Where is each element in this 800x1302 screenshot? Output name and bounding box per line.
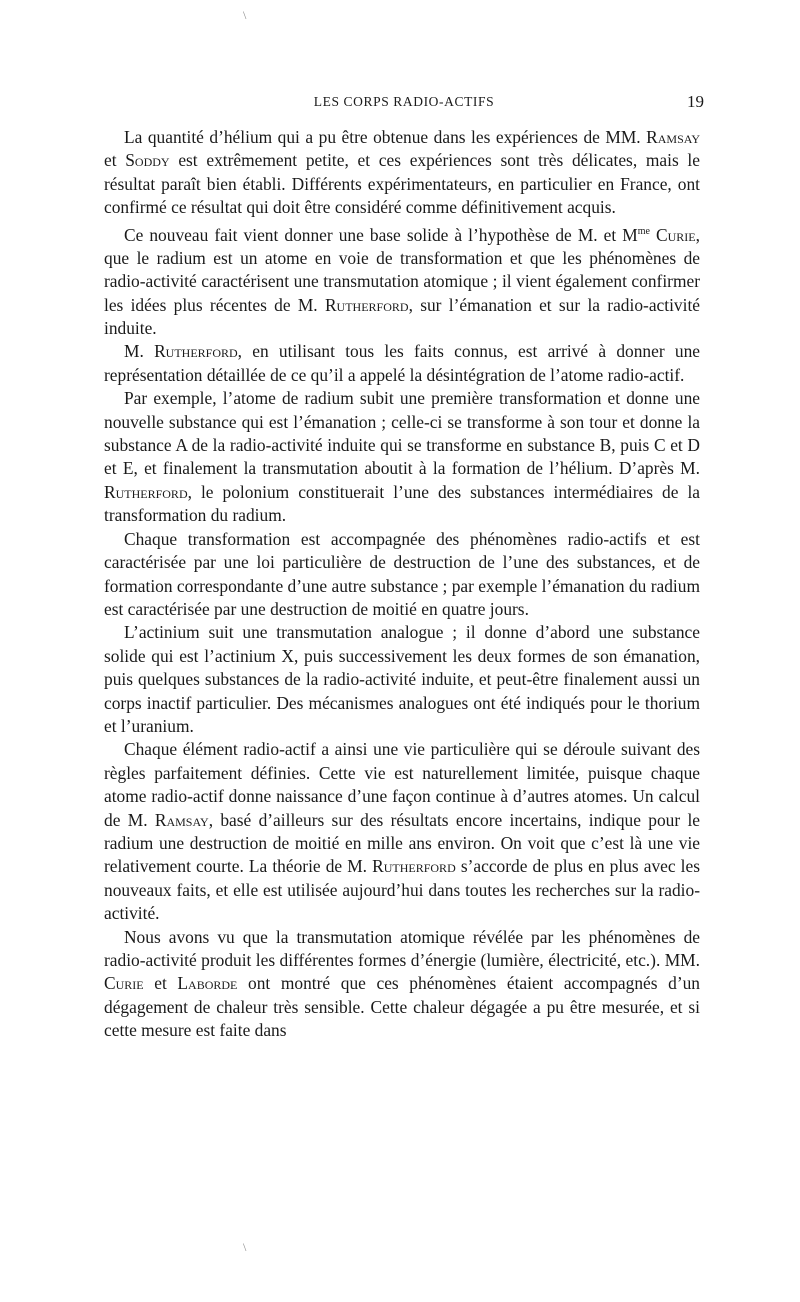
- text-run: ont montré que ces phénomènes étaient accompagnés d’un dégagement de chaleur très sensible. Cette chaleur dégagée a pu être mesurée, et si cette mesure est faite dans: [104, 973, 701, 1041]
- body-text: [104, 126, 700, 1043]
- page-number: 19: [687, 92, 704, 111]
- author-name: Curie: [656, 224, 696, 245]
- superscript: me: [637, 225, 650, 237]
- text-run: Chaque élément radio-actif a ainsi une vie particulière qui se déroule suivant des règles parfaitement définies. Cette vie est naturellement limitée, puisque chaque atome radio-actif donne naissance d’une façon continue à d’autres atomes. Un calcul de M.: [104, 739, 700, 830]
- text-run: Chaque transformation est accompagnée des phénomènes radio-actifs et est caractérisée par une loi particulière de destruction de l’une des substances, et de formation correspondante d’une autre substance ; par exemple l’émanation du radium est caractérisée par une destruction de moitié en quatre jours.: [104, 528, 700, 619]
- text-run: Ce nouveau fait vient donner une base solide à l’hypothèse de M. et M: [124, 224, 638, 245]
- paragraph: [104, 340, 700, 387]
- text-run: , sur l’émanation et sur la radio-activité induite.: [104, 294, 700, 339]
- paragraph: [104, 738, 700, 925]
- text-run: , que le radium est un atome en voie de transformation et que les phénomènes de radio-activité caractérisent une transmutation atomique ; il vient également confirmer les idées plus récentes de M.: [104, 224, 700, 315]
- page-header: [104, 92, 704, 114]
- text-run: , le polonium constituerait l’une des substances intermédiaires de la transformation du radium.: [104, 481, 700, 526]
- author-name: Rutherford: [324, 294, 409, 315]
- text-run: s’accorde de plus en plus avec les nouveaux faits, et elle est utilisée aujourd’hui dans toutes les recherches sur la radio-activité.: [104, 856, 700, 924]
- text-run: La quantité d’hélium qui a pu être obtenue dans les expériences de MM.: [124, 127, 647, 147]
- text-run: Par exemple, l’atome de radium subit une première transformation et donne une nouvelle substance qui est l’émanation ; celle-ci se transforme à son tour et donne la substance A de la radio-activité induite qui se transforme en substance B, puis C et D et E, et finalement la transmutation aboutit à la formation de l’hélium. D’après M.: [104, 388, 700, 479]
- paragraph: [104, 621, 700, 738]
- scan-speck-icon: \: [243, 1240, 247, 1254]
- text-run: est extrêmement petite, et ces expériences sont très délicates, mais le résultat paraît bien établi. Différents expérimentateurs, en particulier en France, ont confirmé ce résultat qui doit être considéré comme définitivement acquis.: [104, 150, 700, 218]
- author-name: Soddy: [125, 150, 170, 171]
- text-run: , en utilisant tous les faits connus, est arrivé à donner une représentation détaillée de ce qu’il a appelé la désintégration de l’atome radio-actif.: [104, 341, 700, 385]
- author-name: Ramsay: [154, 809, 209, 830]
- text-run: L’actinium suit une transmutation analogue ; il donne d’abord une substance solide qui est l’actinium X, puis successivement les deux formes de son émanation, puis quelques substances de la radio-activité induite, et peut-être finalement aussi un corps inactif particulier. Des mécanismes analogues ont été indiqués pour le thorium et l’uranium.: [104, 622, 700, 736]
- author-name: Rutherford: [104, 481, 188, 502]
- running-head: LES CORPS RADIO-ACTIFS: [313, 94, 495, 109]
- text-run: et: [104, 150, 126, 171]
- paragraph: [104, 126, 700, 220]
- text-run: M.: [124, 341, 155, 362]
- paragraph: [104, 387, 700, 527]
- text-run: Nous avons vu que la transmutation atomique révélée par les phénomènes de radio-activité produit les différentes formes d’énergie (lumière, électricité, etc.). MM.: [104, 926, 700, 971]
- author-name: Rutherford: [154, 341, 238, 362]
- author-name: Ramsay: [646, 127, 700, 147]
- text-run: et: [143, 973, 178, 994]
- text-run: , basé d’ailleurs sur des résultats encore incertains, indique pour le radium une destruction de moitié en mille ans environ. On voit que c’est là une vie relativement courte. La théorie de M.: [104, 809, 701, 877]
- paragraph: [104, 926, 700, 1043]
- author-name: Curie: [104, 973, 144, 994]
- paragraph: [104, 220, 700, 341]
- scan-speck-icon: \: [243, 8, 247, 22]
- paragraph: [104, 528, 700, 622]
- author-name: Rutherford: [372, 856, 456, 877]
- author-name: Laborde: [177, 973, 238, 994]
